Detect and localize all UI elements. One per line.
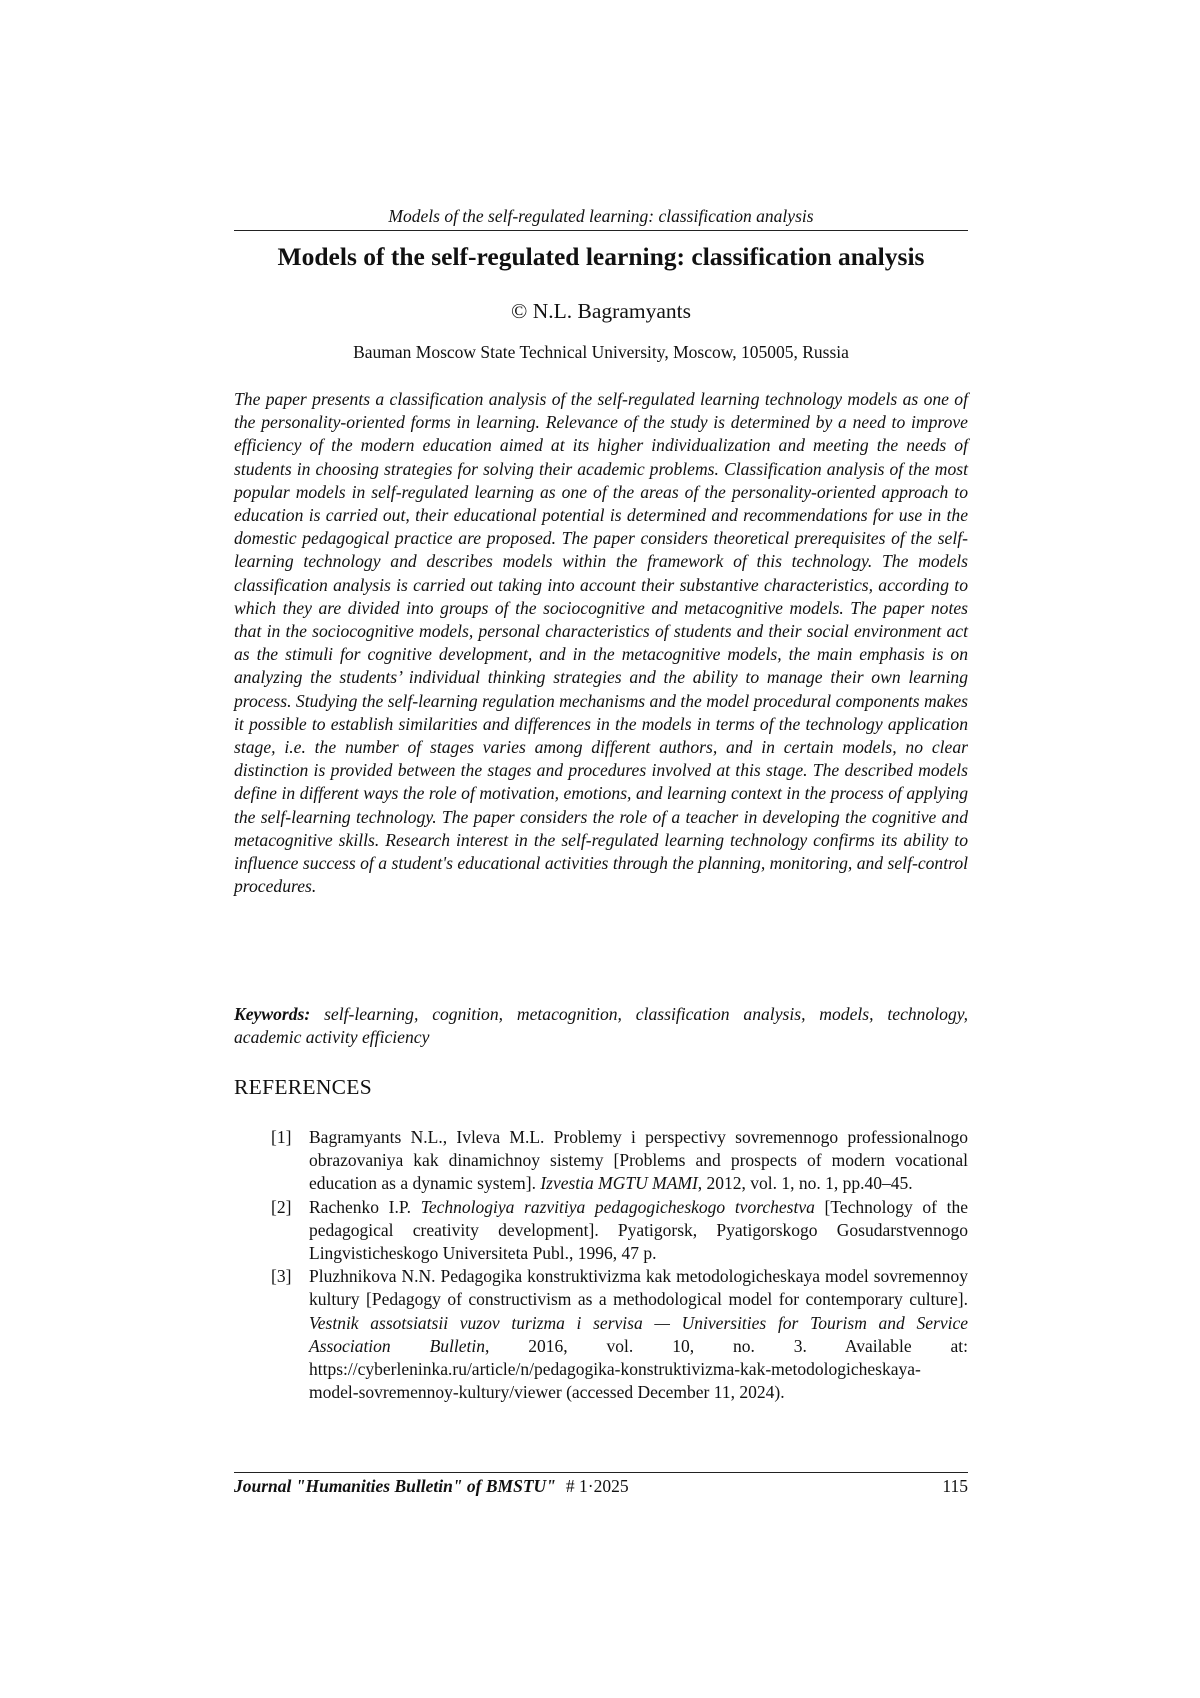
reference-text: Bagramyants N.L., Ivleva M.L. Problemy i perspectivy sovremennogo professionalnogo obrazovaniya kak dinamichnoy sistemy [Problems and prospects of modern vocational education as a dynamic system]. [309,1127,968,1194]
abstract: The paper presents a classification analysis of the self-regulated learning technology models as one of the personality-oriented forms in learning. Relevance of the study is determined by a need to improve efficiency of the modern education aimed at its higher individualization and meeting the needs of students in choosing strategies for solving their academic problems. Classification analysis of the most popular models in self-regulated learning as one of the areas of the personality-oriented approach to education is carried out, their educational potential is determined and recommendations for use in the domestic pedagogical practice are proposed. The paper considers theoretical prerequisites of the self-learning technology and describes models within the framework of this technology. The models classification analysis is carried out taking into account their substantive characteristics, according to which they are divided into groups of the sociocognitive and metacognitive models. The paper notes that in the sociocognitive models, personal characteristics of students and their social environment act as the stimuli for cognitive development, and in the metacognitive models, the main emphasis is on analyzing the students’ individual thinking strategies and the ability to manage their own learning process. Studying the self-learning regulation mechanisms and the model procedural components makes it possible to establish similarities and differences in the models in terms of the technology application stage, i.e. the number of stages varies among different authors, and in certain models, no clear distinction is provided between the stages and procedures involved at this stage. The described models define in different ways the role of motivation, emotions, and learning context in the process of applying the self-learning technology. The paper considers the role of a teacher in developing the cognitive and metacognitive skills. Research interest in the self-regulated learning technology confirms its ability to influence success of a student's educational activities through the planning, monitoring, and self-control procedures. [234,389,968,897]
issue-number: # 1·2025 [565,1476,629,1496]
affiliation: Bauman Moscow State Technical University, Moscow, 105005, Russia [353,342,849,362]
reference-number: [1] [271,1127,292,1147]
reference-source: Vestnik assotsiatsii vuzov turizma i servisa — Universities for Tourism and Service Association Bulletin [309,1312,968,1356]
keywords-text: self-learning, cognition, metacognition, classification analysis, models, technology, academic activity efficiency [234,1004,968,1048]
running-head: Models of the self-regulated learning: classification analysis [388,206,814,226]
reference-list [271,1126,968,1404]
journal-name: Journal "Humanities Bulletin" of BMSTU" [234,1476,556,1496]
page-number: 115 [942,1476,968,1496]
keywords [234,1003,968,1049]
reference-source: Technologiya razvitiya pedagogicheskogo tvorchestva [420,1196,815,1217]
reference-number: [3] [271,1266,292,1287]
reference-details: , 2016, vol. 10, no. 3. Available at: https://cyberleninka.ru/article/n/pedagogika-konstruktivizma-kak-metodologicheskaya-model-sovremennoy-kultury/viewer (accessed December 11, 2024). [309,1335,968,1403]
reference-details: , 2012, vol. 1, no. 1, pp.40–45. [697,1173,913,1194]
keywords-label: Keywords: [234,1004,311,1024]
paper-page [234,0,968,1698]
author-line: © N.L. Bagramyants [511,299,691,323]
references-heading: REFERENCES [234,1075,372,1099]
reference-text: Rachenko I.P. [309,1196,421,1217]
reference-details: [Technology of the pedagogical creativity development]. Pyatigorsk, Pyatigorskogo Gosudarstvennogo Lingvisticheskogo Universiteta Publ., 1996, 47 p. [309,1196,968,1264]
reference-source: Izvestia MGTU MAMI [540,1173,698,1194]
reference-item-2 [271,1196,968,1266]
reference-item-3 [271,1265,968,1404]
header-rule [234,230,968,231]
paper-title: Models of the self-regulated learning: classification analysis [277,242,925,271]
page-footer [234,1476,968,1497]
footer-rule [234,1472,968,1473]
reference-text: Pluzhnikova N.N. Pedagogika konstruktivizma kak metodologicheskaya model sovremennoy kultury [Pedagogy of constructivism as a methodological model for contemporary culture]. [309,1266,968,1310]
reference-item-1 [271,1126,968,1196]
reference-number: [2] [271,1196,292,1217]
